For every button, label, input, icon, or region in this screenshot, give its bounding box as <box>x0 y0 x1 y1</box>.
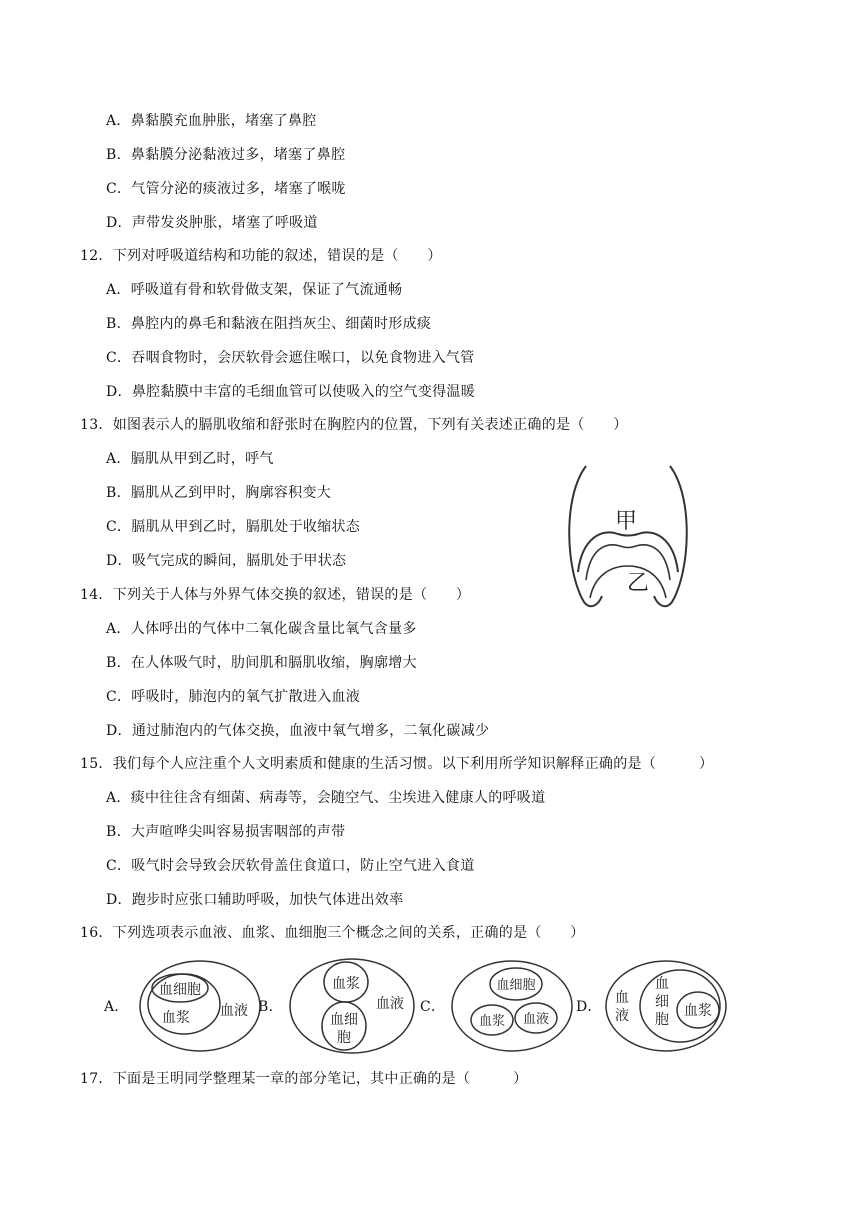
q15-option-c: C．吸气时会导致会厌软骨盖住食道口，防止空气进入食道 <box>106 858 475 874</box>
q14-option-b: B．在人体吸气时，肋间肌和膈肌收缩，胸廓增大 <box>106 655 417 671</box>
label-blood-cell-2: 细 <box>655 994 669 1010</box>
q12-option-a: A．呼吸道有骨和软骨做支架，保证了气流通畅 <box>106 282 403 298</box>
label-yi: 乙 <box>626 571 650 596</box>
label-blood-cell: 血细胞 <box>159 982 201 998</box>
q16-stem: 16．下列选项表示血液、血浆、血细胞三个概念之间的关系，正确的是（ ） <box>80 925 585 941</box>
q16-letter-c: C． <box>420 999 446 1015</box>
label-plasma: 血浆 <box>684 1003 712 1019</box>
q16-letter-b: B． <box>258 999 283 1015</box>
q12-option-c: C．吞咽食物时，会厌软骨会遮住喉口，以免食物进入气管 <box>106 350 475 366</box>
label-blood-cell-1: 血 <box>655 976 669 992</box>
venn-diagram-d <box>604 958 728 1054</box>
label-blood-cell-3: 胞 <box>655 1012 669 1028</box>
q13-option-c: C．膈肌从甲到乙时，膈肌处于收缩状态 <box>106 519 361 535</box>
label-blood-cell-1: 血细 <box>330 1012 358 1028</box>
label-blood-2: 液 <box>615 1008 629 1024</box>
label-blood: 血液 <box>220 1003 248 1019</box>
venn-diagram-a <box>138 958 264 1054</box>
venn-diagram-b <box>288 956 416 1056</box>
q13-option-a: A．膈肌从甲到乙时，呼气 <box>106 451 274 467</box>
venn-diagram-c <box>450 958 574 1054</box>
label-blood-cell: 血细胞 <box>496 978 536 993</box>
label-blood-cell-2: 胞 <box>337 1030 351 1046</box>
q15-option-b: B．大声喧哗尖叫容易损害咽部的声带 <box>106 824 346 840</box>
q15-option-a: A．痰中往往含有细菌、病毒等，会随空气、尘埃进入健康人的呼吸道 <box>106 790 546 806</box>
q16-letter-a: A． <box>104 999 129 1015</box>
q16-letter-d: D． <box>576 999 602 1015</box>
q13-option-b: B．膈肌从乙到甲时，胸廓容积变大 <box>106 485 332 501</box>
label-jia: 甲 <box>614 509 638 534</box>
q15-stem: 15．我们每个人应注重个人文明素质和健康的生活习惯。以下利用所学知识解释正确的是（ ） <box>80 756 714 772</box>
label-plasma: 血浆 <box>332 976 360 992</box>
q11-option-a: A．鼻黏膜充血肿胀，堵塞了鼻腔 <box>106 113 317 129</box>
q14-stem: 14．下列关于人体与外界气体交换的叙述，错误的是（ ） <box>80 587 471 603</box>
label-plasma: 血浆 <box>162 1010 190 1026</box>
q11-option-c: C．气管分泌的痰液过多，堵塞了喉咙 <box>106 181 346 197</box>
q11-option-d: D．声带发炎肿胀，堵塞了呼吸道 <box>106 215 318 231</box>
label-blood: 血液 <box>376 996 404 1012</box>
label-blood-1: 血 <box>615 990 629 1006</box>
label-plasma: 血浆 <box>478 1014 506 1029</box>
q12-stem: 12．下列对呼吸道结构和功能的叙述，错误的是（ ） <box>80 248 442 264</box>
diaphragm-figure <box>568 462 688 608</box>
q13-stem: 13．如图表示人的膈肌收缩和舒张时在胸腔内的位置，下列有关表述正确的是（ ） <box>80 417 628 433</box>
q15-option-d: D．跑步时应张口辅助呼吸，加快气体进出效率 <box>106 892 404 908</box>
q11-option-b: B．鼻黏膜分泌黏液过多，堵塞了鼻腔 <box>106 147 346 163</box>
label-blood: 血液 <box>522 1012 550 1027</box>
q12-option-d: D．鼻腔黏膜中丰富的毛细血管可以使吸入的空气变得温暖 <box>106 384 476 400</box>
ellipse-outer <box>452 961 572 1051</box>
q14-option-d: D．通过肺泡内的气体交换，血液中氧气增多，二氧化碳减少 <box>106 723 490 739</box>
q14-option-a: A．人体呼出的气体中二氧化碳含量比氧气含量多 <box>106 621 417 637</box>
q12-option-b: B．鼻腔内的鼻毛和黏液在阻挡灰尘、细菌时形成痰 <box>106 316 432 332</box>
q17-stem: 17．下面是王明同学整理某一章的部分笔记，其中正确的是（ ） <box>80 1071 528 1087</box>
q13-option-d: D．吸气完成的瞬间，膈肌处于甲状态 <box>106 553 347 569</box>
q14-option-c: C．呼吸时，肺泡内的氧气扩散进入血液 <box>106 689 361 705</box>
